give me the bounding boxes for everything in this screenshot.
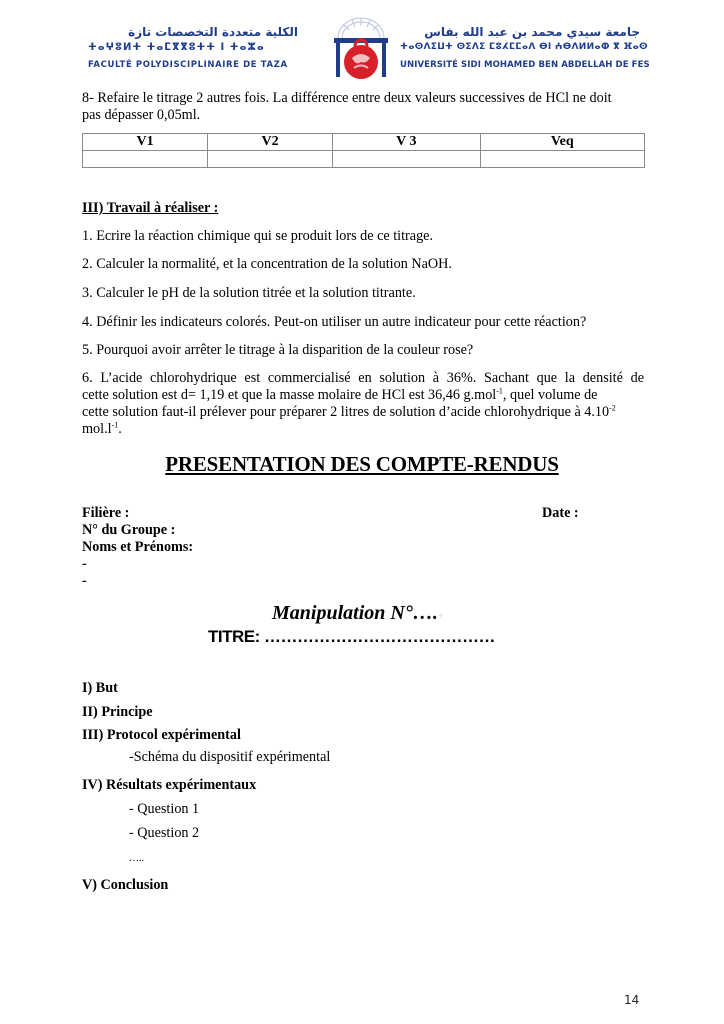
q6-l2 <box>82 387 597 404</box>
q6-l2-exponent: -1 <box>496 386 503 396</box>
table-header-cell: V1 <box>83 134 208 151</box>
name-line-1: - <box>82 556 87 572</box>
question-2: 2. Calculer la normalité, et la concentration de la solution NaOH. <box>82 256 452 272</box>
q6-l3-exponent: -2 <box>609 403 616 413</box>
question-1: 1. Ecrire la réaction chimique qui se produit lors de ce titrage. <box>82 228 434 244</box>
q6-l1: 6. L’acide chlorohydrique est commercialisé en solution à 36%. Sachant que la densité de <box>82 370 644 386</box>
plan-question-1: - Question 1 <box>129 801 200 817</box>
university-name-french: UNIVERSITÉ SIDI MOHAMED BEN ABDELLAH DE FES <box>400 60 650 70</box>
plan-schema: -Schéma du dispositif expérimental <box>129 749 331 765</box>
manipulation-mark: ◦ <box>439 610 443 620</box>
plan-protocol: III) Protocol expérimental <box>82 727 241 743</box>
question-6-line-4 <box>82 421 644 438</box>
question-6 <box>82 370 644 438</box>
step-8-text <box>82 90 652 124</box>
logo-sunburst <box>338 18 384 38</box>
table-header-cell: V2 <box>208 134 333 151</box>
university-logo <box>330 16 392 82</box>
q6-l4b: . <box>118 421 122 437</box>
field-noms-label: Noms et Prénoms: <box>82 539 194 555</box>
table-header-row <box>83 134 645 151</box>
faculty-name-arabic: الكلية متعددة التخصصات تازة <box>128 25 298 39</box>
question-6-line-2 <box>82 387 644 404</box>
volume-table <box>82 133 645 168</box>
q6-l2a: cette solution est d= 1,19 et que la masse molaire de HCl est 36,46 g.mol <box>82 387 497 403</box>
faculty-name-french: FACULTÉ POLYDISCIPLINAIRE DE TAZA <box>88 60 288 70</box>
titre-line: TITRE: …………………………………… <box>208 627 495 646</box>
plan-but: I) But <box>82 680 118 696</box>
table-cell-v3[interactable] <box>333 151 480 168</box>
q6-l3a: cette solution faut-il prélever pour préparer 2 litres de solution d’acide chlorohydrique à 4.10 <box>82 404 610 420</box>
question-4: 4. Définir les indicateurs colorés. Peut-on utiliser un autre indicateur pour cette réaction? <box>82 314 587 330</box>
plan-resultats: IV) Résultats expérimentaux <box>82 777 257 793</box>
question-3: 3. Calculer le pH de la solution titrée et la solution titrante. <box>82 285 416 301</box>
manipulation-number: Manipulation N°…. <box>272 602 438 624</box>
name-line-2: - <box>82 573 87 589</box>
step-8-line-2: pas dépasser 0,05ml. <box>82 107 201 123</box>
plan-principe: II) Principe <box>82 704 153 720</box>
question-5: 5. Pourquoi avoir arrêter le titrage à la disparition de la couleur rose? <box>82 342 474 358</box>
field-groupe-label: N° du Groupe : <box>82 522 176 538</box>
table-cell-veq[interactable] <box>480 151 644 168</box>
table-header-cell: Veq <box>480 134 644 151</box>
table-header-cell: V 3 <box>333 134 480 151</box>
field-date-label: Date : <box>542 505 579 521</box>
table-row <box>83 151 645 168</box>
plan-ellipsis: ….. <box>129 853 144 864</box>
table-cell-v1[interactable] <box>83 151 208 168</box>
plan-question-2: - Question 2 <box>129 825 200 841</box>
question-6-line-3 <box>82 404 644 421</box>
q6-l2b: , quel volume de <box>502 387 598 403</box>
field-filiere-label: Filière : <box>82 505 130 521</box>
question-6-line-1 <box>82 370 644 387</box>
page-number: 14 <box>624 993 640 1007</box>
section-heading-travail: III) Travail à réaliser : <box>82 200 219 216</box>
presentation-title: PRESENTATION DES COMPTE-RENDUS <box>165 452 559 476</box>
faculty-name-tifinagh: ⵜⴰⵖⵓⵍⵜ ⵜⴰⵎⴳⴳⵓⵜⵜ ⵏ ⵜⴰⵣⴰ <box>88 42 265 53</box>
q6-l4-exponent: -1 <box>111 420 119 430</box>
plan-conclusion: V) Conclusion <box>82 877 169 893</box>
step-8-line-1: 8- Refaire le titrage 2 autres fois. La différence entre deux valeurs successives de HCl ne doit <box>82 90 612 106</box>
university-name-tifinagh: ⵜⴰⵙⴷⵉⵡⵜ ⵙⵉⴷⵉ ⵎⵓⵃⵎⵎⴰⴷ ⴱⵏ ⵄⴱⴷⵍⵍⴰⵀ ⴳ ⴼⴰⵙ <box>400 42 648 52</box>
q6-l4a: mol.l <box>82 421 112 437</box>
table-cell-v2[interactable] <box>208 151 333 168</box>
university-name-arabic: جامعة سيدي محمد بن عبد الله بفاس <box>424 25 640 39</box>
